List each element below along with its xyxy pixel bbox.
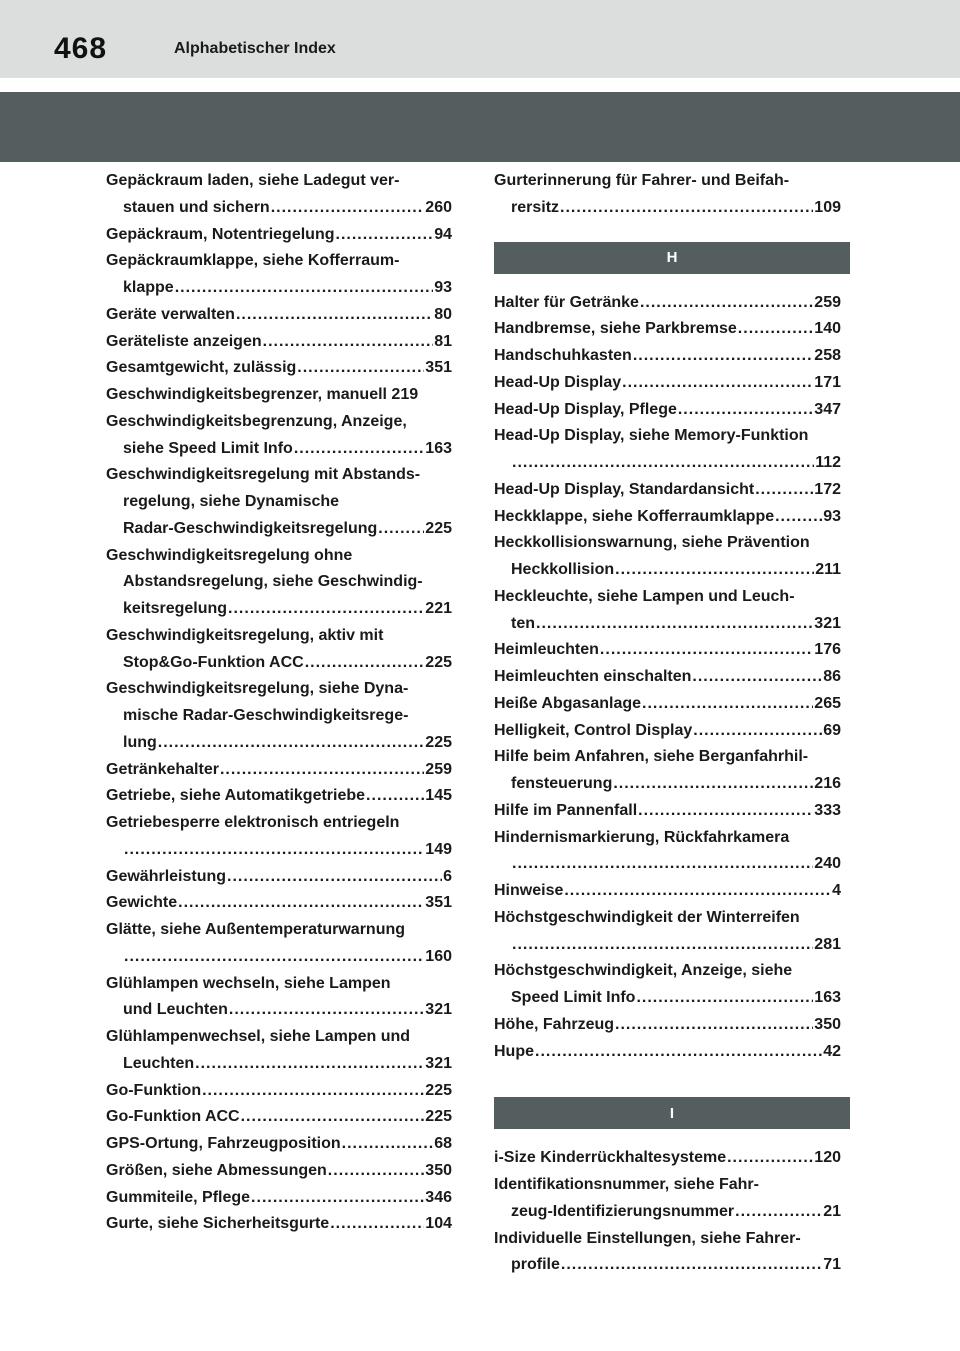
index-entry	[106, 1024, 452, 1051]
index-entry-text: regelung, siehe Dynamische	[123, 493, 340, 510]
index-entry-page: 120	[814, 1149, 841, 1167]
index-entry-page: 21	[823, 1202, 841, 1220]
dot-leader	[512, 851, 813, 878]
index-entry	[106, 944, 452, 971]
section-header-i: I	[494, 1097, 850, 1129]
dot-leader	[124, 837, 424, 864]
index-entry-text: Heckleuchte, siehe Lampen und Leuch-	[494, 587, 795, 605]
dot-leader	[560, 195, 813, 222]
index-entry-page: 42	[823, 1042, 841, 1060]
index-entry-text: Head-Up Display, Pflege	[494, 400, 677, 418]
index-entry-text: keitsregelung	[123, 600, 228, 617]
index-entry-text: Hilfe beim Anfahren, siehe Berganfahrhil-	[494, 748, 809, 766]
index-entry	[494, 744, 841, 771]
index-entry	[106, 703, 452, 730]
index-entry-text: fensteuerung	[511, 775, 613, 792]
dot-leader	[328, 1158, 425, 1185]
index-column-left	[106, 168, 452, 1238]
dot-leader	[220, 757, 424, 784]
index-entry	[494, 851, 841, 878]
index-entry-page: 163	[425, 439, 452, 457]
index-entry	[106, 650, 452, 677]
index-entry-page: 351	[425, 894, 452, 912]
index-entry-text: siehe Speed Limit Info	[123, 439, 293, 457]
dot-leader	[271, 195, 425, 222]
index-entry-page: 225	[425, 519, 452, 537]
dot-leader	[633, 343, 813, 370]
index-entry-page: 68	[434, 1135, 452, 1152]
index-entry	[494, 1012, 841, 1039]
dot-leader	[336, 222, 434, 249]
index-entry-text: Gepäckraumklappe, siehe Kofferraum-	[106, 252, 400, 270]
index-entry-text: Leuchten	[123, 1054, 195, 1072]
index-entry	[106, 489, 452, 516]
dot-leader	[305, 650, 425, 677]
index-entry	[494, 1039, 841, 1066]
index-entry	[106, 1104, 452, 1131]
index-entry	[494, 423, 841, 450]
index-entry-text: Geschwindigkeitsbegrenzer, manuell 219	[106, 386, 419, 403]
index-entry-page: 225	[425, 1081, 452, 1099]
index-entry-text: klappe	[123, 279, 174, 296]
index-entry	[494, 370, 841, 397]
index-entry	[494, 718, 841, 745]
index-entry-page: 321	[425, 1001, 452, 1019]
index-entry-page: 350	[814, 1015, 841, 1033]
index-entry	[106, 917, 452, 944]
index-entry-text: ten	[511, 614, 535, 632]
index-entry	[494, 691, 841, 718]
index-entry	[106, 222, 452, 249]
index-entries-intro	[494, 168, 841, 222]
dot-leader	[228, 596, 424, 623]
dot-leader	[330, 1211, 424, 1238]
index-entry-text: Getriebe, siehe Automatikgetriebe	[106, 787, 366, 805]
index-entry-text: Identifikationsnummer, siehe Fahr-	[494, 1176, 759, 1193]
section-header-h: H	[494, 242, 850, 274]
index-entry	[106, 569, 452, 596]
index-entry-text: Glätte, siehe Außentemperaturwarnung	[106, 921, 406, 938]
index-entry	[494, 450, 841, 477]
index-entry-page: 80	[434, 305, 452, 323]
index-entry-text: Heckkollision	[511, 561, 615, 578]
index-entry-text: Go-Funktion ACC	[106, 1108, 240, 1126]
index-entry-text: Geräteliste anzeigen	[106, 332, 262, 350]
index-entry-text: Head-Up Display	[494, 373, 622, 391]
index-entry-page: 225	[425, 653, 452, 671]
index-entry-page: 160	[425, 947, 452, 965]
index-entry	[494, 932, 841, 959]
index-entry-text: Go-Funktion	[106, 1081, 202, 1099]
index-entry-text: Head-Up Display, siehe Memory-Funktion	[494, 427, 809, 445]
index-entry-text: Heimleuchten	[494, 641, 599, 659]
index-entry	[494, 664, 841, 691]
index-entry-page: 69	[823, 721, 841, 739]
index-entry-page: 112	[815, 454, 841, 471]
dot-leader	[297, 355, 424, 382]
index-entry-page: 149	[425, 840, 452, 858]
index-entry-text: Gurterinnerung für Fahrer- und Beifah-	[494, 172, 790, 189]
index-entries-i	[494, 1145, 841, 1279]
dot-leader	[727, 1145, 813, 1172]
index-entry	[106, 1078, 452, 1105]
page-header-title: Alphabetischer Index	[174, 40, 336, 57]
index-entry	[106, 1051, 452, 1078]
index-entry-text: mische Radar-Geschwindigkeitsrege-	[123, 707, 409, 724]
dot-leader	[564, 878, 831, 905]
index-entry-page: 350	[425, 1161, 452, 1179]
index-entry-text: Individuelle Einstellungen, siehe Fahrer-	[494, 1229, 801, 1247]
index-entry	[106, 329, 452, 356]
index-entry	[494, 316, 841, 343]
index-entry-page: 259	[425, 760, 452, 778]
index-entry	[494, 905, 841, 932]
index-entry-page: 351	[425, 359, 452, 377]
index-entry-text: Stop&Go-Funktion ACC	[123, 653, 304, 671]
index-entry-page: 4	[832, 882, 841, 899]
index-entry-text: Helligkeit, Control Display	[494, 721, 693, 739]
page-number: 468	[54, 32, 108, 65]
index-entry	[106, 890, 452, 917]
index-entry-text: Heimleuchten einschalten	[494, 668, 692, 685]
index-entry	[106, 730, 452, 757]
index-entry-text: Gurte, siehe Sicherheitsgurte	[106, 1215, 330, 1233]
index-entry-page: 281	[814, 935, 841, 953]
index-entries-h	[494, 290, 841, 1066]
index-entry-text: Geschwindigkeitsregelung mit Abstands-	[106, 466, 421, 484]
dot-leader	[229, 997, 424, 1024]
index-entry	[494, 504, 841, 531]
index-entry	[494, 1226, 841, 1253]
index-entry-page: 216	[814, 775, 841, 792]
index-entry	[494, 637, 841, 664]
index-entry-page: 93	[434, 279, 452, 296]
dot-leader	[755, 477, 813, 504]
index-entry-text: profile	[511, 1256, 560, 1274]
index-entry-text: Geschwindigkeitsbegrenzung, Anzeige,	[106, 412, 407, 430]
dot-leader	[263, 329, 434, 356]
index-entry-text: Gepäckraum laden, siehe Ladegut ver-	[106, 172, 400, 189]
dot-leader	[512, 450, 814, 477]
index-entry-text: Heiße Abgasanlage	[494, 694, 642, 712]
dot-leader	[241, 1104, 425, 1131]
dot-leader	[735, 1199, 822, 1226]
index-entry	[106, 1185, 452, 1212]
index-entry-text: Gepäckraum, Notentriegelung	[106, 225, 335, 243]
index-entry-text: Hindernismarkierung, Rückfahrkamera	[494, 828, 790, 846]
index-entry	[106, 1211, 452, 1238]
dot-leader	[158, 730, 425, 757]
index-entry-page: 225	[425, 733, 452, 751]
dot-leader	[636, 985, 813, 1012]
index-entry-text: i-Size Kinderrückhaltesysteme	[494, 1149, 727, 1167]
index-entry	[494, 343, 841, 370]
index-entry-text: Halter für Getränke	[494, 293, 639, 311]
index-entry-page: 145	[425, 787, 452, 805]
index-entry-page: 211	[815, 561, 841, 578]
index-entry-text: Radar-Geschwindigkeitsregelung	[123, 519, 378, 537]
index-entry-text: lung	[123, 733, 157, 751]
index-entry-page: 240	[814, 855, 841, 873]
index-entry-text: GPS-Ortung, Fahrzeugposition	[106, 1135, 341, 1152]
index-entry	[106, 436, 452, 463]
index-entry	[106, 462, 452, 489]
index-entry-page: 109	[814, 198, 841, 216]
dot-leader	[561, 1252, 822, 1279]
index-entry-text: Gewichte	[106, 894, 178, 912]
dot-leader	[195, 1051, 424, 1078]
header-band	[0, 92, 960, 162]
dot-leader	[640, 290, 813, 317]
index-entry	[106, 810, 452, 837]
index-entry-page: 163	[814, 989, 841, 1006]
index-entry	[494, 557, 841, 584]
index-entry-text: Glühlampenwechsel, siehe Lampen und	[106, 1028, 411, 1045]
index-entry-page: 321	[814, 614, 841, 632]
index-entry-text: Hinweise	[494, 882, 564, 899]
index-entry	[106, 623, 452, 650]
dot-leader	[251, 1185, 424, 1212]
index-entry	[494, 168, 841, 195]
dot-leader	[638, 798, 813, 825]
index-entry	[106, 1158, 452, 1185]
index-entry-page: 172	[814, 480, 841, 498]
index-entry-page: 94	[434, 225, 452, 243]
dot-leader	[622, 370, 813, 397]
index-entry-text: Geschwindigkeitsregelung, aktiv mit	[106, 626, 384, 644]
index-entry	[106, 355, 452, 382]
index-entry-text: Handschuhkasten	[494, 347, 632, 364]
index-entry	[106, 1131, 452, 1158]
dot-leader	[227, 864, 442, 891]
index-entry-page: 81	[434, 332, 452, 350]
page-header	[0, 0, 960, 78]
index-entry-text: Höhe, Fahrzeug	[494, 1015, 615, 1033]
index-entry	[494, 798, 841, 825]
index-entry	[494, 397, 841, 424]
index-entry	[494, 771, 841, 798]
index-entry-text: Geräte verwalten	[106, 305, 235, 323]
index-entry-text: Handbremse, siehe Parkbremse	[494, 320, 737, 338]
index-entry	[106, 275, 452, 302]
dot-leader	[615, 1012, 813, 1039]
index-entry-page: 176	[814, 641, 841, 659]
index-entry-text: Abstandsregelung, siehe Geschwindig-	[123, 573, 423, 591]
dot-leader	[615, 557, 814, 584]
index-entry-text: Glühlampen wechseln, siehe Lampen	[106, 974, 391, 992]
index-entry-page: 347	[814, 400, 841, 418]
index-entry	[494, 958, 841, 985]
index-entry-text: Heckkollisionswarnung, siehe Prävention	[494, 534, 810, 552]
index-entry-text: Größen, siehe Abmessungen	[106, 1161, 327, 1179]
index-entry-text: Hupe	[494, 1042, 534, 1060]
index-entry-page: 6	[443, 867, 452, 885]
index-entry-text: Gewährleistung	[106, 867, 227, 885]
dot-leader	[775, 504, 822, 531]
index-entry	[106, 864, 452, 891]
index-entry-page: 221	[425, 600, 452, 617]
index-entry	[106, 543, 452, 570]
index-entry	[106, 409, 452, 436]
index-entry	[494, 530, 841, 557]
index-entry	[494, 1199, 841, 1226]
index-entry-page: 259	[814, 293, 841, 311]
dot-leader	[535, 1039, 822, 1066]
index-entry-text: rersitz	[511, 198, 560, 216]
index-entry-text: Gesamtgewicht, zulässig	[106, 359, 297, 377]
index-entry-text: stauen und sichern	[123, 198, 270, 216]
index-entry-text: Getränkehalter	[106, 760, 219, 778]
index-entry-text: Geschwindigkeitsregelung, siehe Dyna-	[106, 680, 409, 698]
index-entry	[494, 195, 841, 222]
index-entry-text: zeug-Identifizierungsnummer	[511, 1202, 735, 1220]
index-entry	[494, 825, 841, 852]
index-entry	[494, 878, 841, 905]
index-entry	[494, 477, 841, 504]
dot-leader	[366, 783, 424, 810]
index-entry-page: 104	[425, 1215, 452, 1233]
index-entry	[106, 382, 452, 409]
dot-leader	[600, 637, 813, 664]
index-entry-text: Geschwindigkeitsregelung ohne	[106, 546, 353, 564]
index-entry-page: 140	[814, 320, 841, 338]
index-entry	[494, 985, 841, 1012]
dot-leader	[378, 516, 424, 543]
index-entry	[106, 757, 452, 784]
index-entry-text: Head-Up Display, Standardansicht	[494, 480, 755, 498]
index-entry	[106, 516, 452, 543]
index-entry	[494, 1172, 841, 1199]
dot-leader	[678, 397, 813, 424]
index-entry	[106, 997, 452, 1024]
index-entry	[106, 971, 452, 998]
index-entry	[106, 676, 452, 703]
dot-leader	[642, 691, 813, 718]
index-entry-page: 86	[823, 668, 841, 685]
index-entry	[494, 1252, 841, 1279]
dot-leader	[738, 316, 814, 343]
dot-leader	[175, 275, 434, 302]
index-entry-page: 333	[814, 801, 841, 819]
index-entry	[106, 837, 452, 864]
index-entry-text: Hilfe im Pannenfall	[494, 801, 638, 819]
index-column-right	[494, 168, 841, 1279]
index-entry-page: 71	[823, 1256, 841, 1274]
index-entry-text: Höchstgeschwindigkeit, Anzeige, siehe	[494, 962, 793, 980]
index-entry-text: Gummiteile, Pflege	[106, 1188, 251, 1206]
index-entry	[106, 168, 452, 195]
index-entry-page: 258	[814, 347, 841, 364]
index-entry	[494, 611, 841, 638]
dot-leader	[692, 664, 822, 691]
index-entry	[106, 248, 452, 275]
index-entry-page: 346	[425, 1188, 452, 1206]
dot-leader	[202, 1078, 424, 1105]
index-entry	[106, 783, 452, 810]
index-entry	[494, 584, 841, 611]
dot-leader	[124, 944, 424, 971]
index-entry	[106, 302, 452, 329]
index-entry	[106, 596, 452, 623]
index-entry-text: und Leuchten	[123, 1001, 228, 1019]
index-entry	[494, 1145, 841, 1172]
index-entry-text: Speed Limit Info	[511, 989, 636, 1006]
dot-leader	[236, 302, 433, 329]
dot-leader	[512, 932, 813, 959]
index-entry	[494, 290, 841, 317]
index-entry	[106, 195, 452, 222]
dot-leader	[693, 718, 822, 745]
index-entry-page: 225	[425, 1108, 452, 1126]
dot-leader	[178, 890, 424, 917]
index-entry-text: Heckklappe, siehe Kofferraumklappe	[494, 507, 775, 525]
dot-leader	[294, 436, 424, 463]
index-entry-page: 93	[823, 507, 841, 525]
dot-leader	[536, 611, 813, 638]
index-entry-page: 171	[814, 373, 841, 391]
index-entry-page: 260	[425, 198, 452, 216]
dot-leader	[342, 1131, 434, 1158]
dot-leader	[613, 771, 813, 798]
index-entry-page: 321	[425, 1054, 452, 1072]
index-entry-text: Getriebesperre elektronisch entriegeln	[106, 814, 400, 831]
index-entry-text: Höchstgeschwindigkeit der Winterreifen	[494, 908, 800, 926]
index-entry-page: 265	[814, 694, 841, 712]
